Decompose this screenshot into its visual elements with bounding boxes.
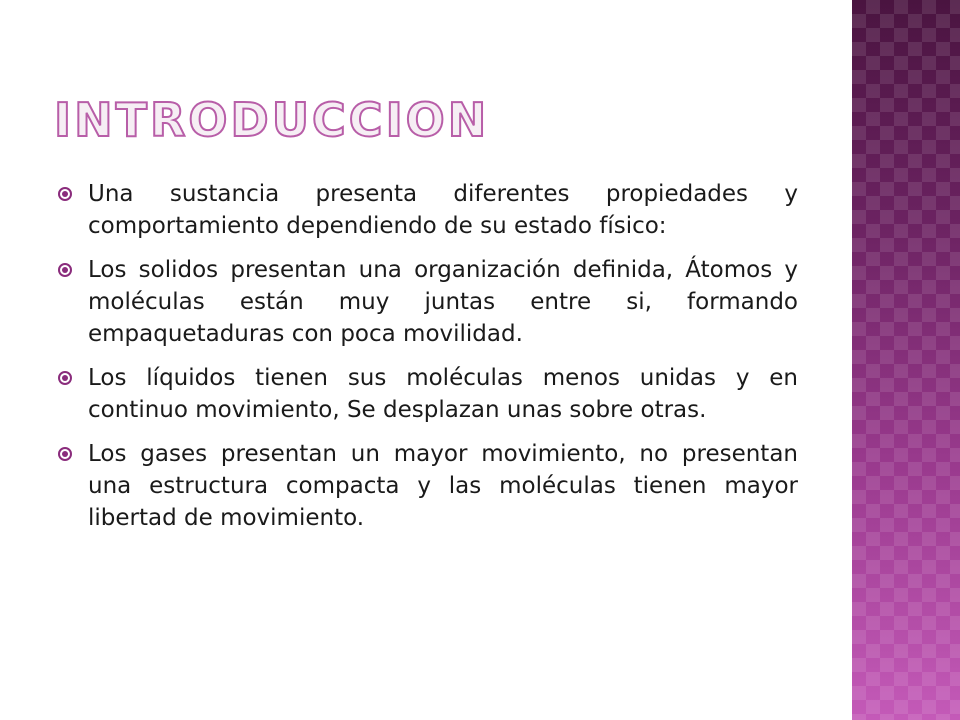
bullet-list	[58, 178, 798, 546]
bullet-text: Los gases presentan un mayor movimiento, no presentan una estructura compacta y las moléculas tienen mayor libertad de movimiento.	[88, 441, 798, 531]
target-bullet-icon	[58, 447, 72, 461]
bullet-text: Una sustancia presenta diferentes propiedades y comportamiento dependiendo de su estado físico:	[88, 181, 798, 239]
decorative-side-panel	[852, 0, 960, 720]
target-bullet-icon	[58, 263, 72, 277]
target-bullet-icon	[58, 371, 72, 385]
bullet-text: Los solidos presentan una organización definida, Átomos y moléculas están muy juntas entre si, formando empaquetaduras con poca movilidad.	[88, 257, 798, 347]
bullet-item	[58, 362, 798, 426]
bullet-item	[58, 178, 798, 242]
bullet-text: Los líquidos tienen sus moléculas menos unidas y en continuo movimiento, Se desplazan unas sobre otras.	[88, 365, 798, 423]
target-bullet-icon	[58, 187, 72, 201]
bullet-item	[58, 438, 798, 534]
bullet-item	[58, 254, 798, 350]
slide-title: INTRODUCCION	[54, 93, 490, 147]
